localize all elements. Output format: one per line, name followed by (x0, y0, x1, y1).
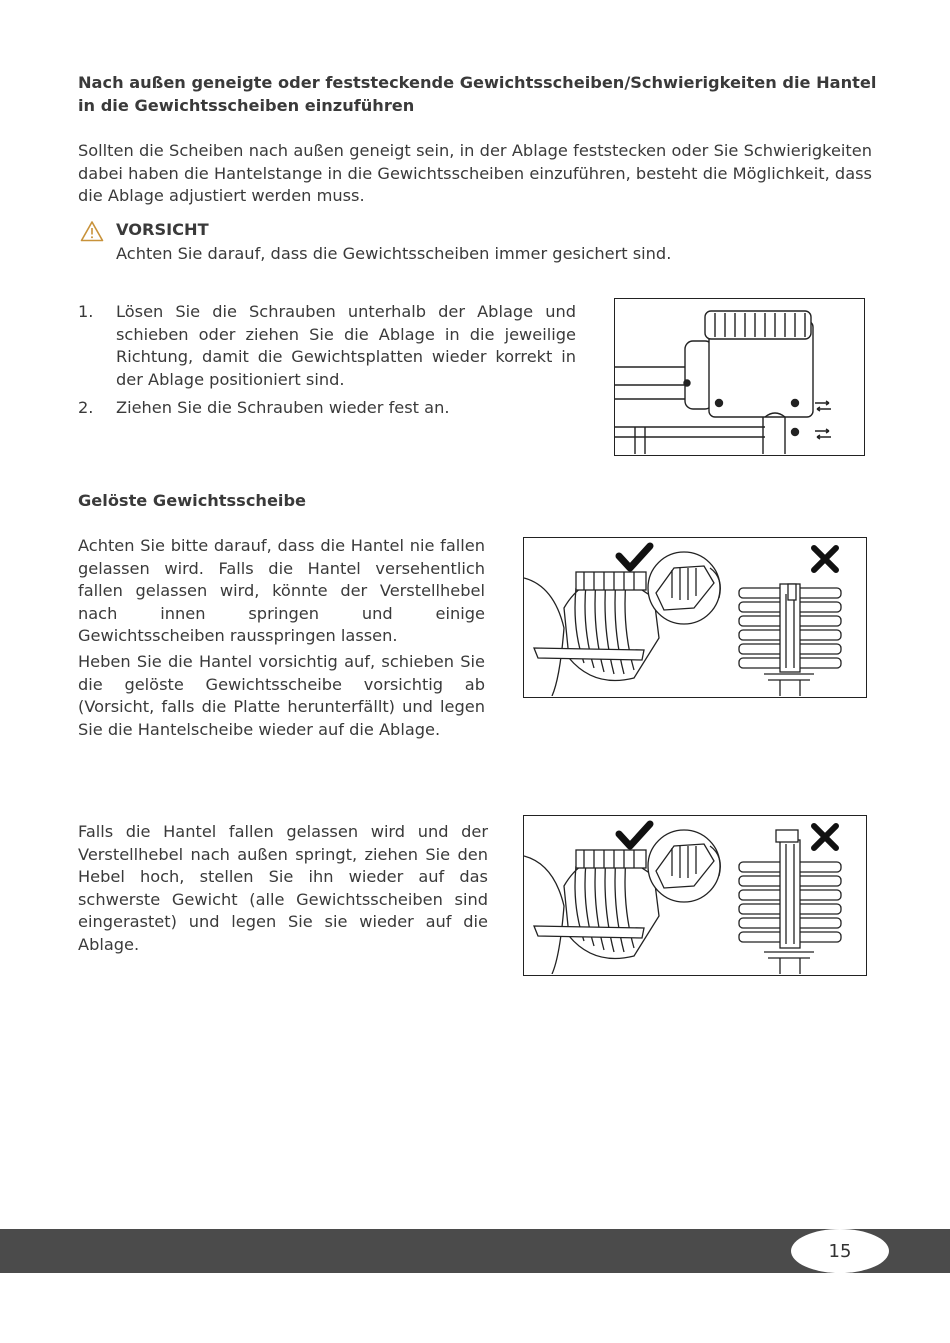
step-number: 1. (78, 302, 94, 321)
cross-mark-icon (814, 826, 836, 848)
warning-triangle-icon (80, 220, 104, 242)
check-mark-icon (619, 824, 650, 846)
list-item (78, 397, 576, 421)
loose-plate-paragraph-2: Heben Sie die Hantel vorsichtig auf, schieben Sie die gelöste Gewichtsscheibe vorsichtig ab (Vorsicht, falls die Platte herunterfällt) und legen Sie die Hantelscheibe wieder auf die Ablage. (78, 652, 485, 739)
intro-paragraph: Sollten die Scheiben nach außen geneigt sein, in der Ablage feststecken oder Sie Schwierigkeiten dabei haben die Hantelstange in die Gewichtsscheiben einzuführen, besteht die Möglichkeit, dass die Ablage adjustiert werden muss. (78, 141, 872, 205)
warning-text: Achten Sie darauf, dass die Gewichtsscheiben immer gesichert sind. (116, 244, 672, 263)
list-item (78, 301, 576, 393)
warning-title: VORSICHT (116, 220, 209, 239)
dropped-dumbbell-paragraph: Falls die Hantel fallen gelassen wird und der Verstellhebel nach außen springt, ziehen Sie den Hebel hoch, stellen Sie ihn wieder auf das schwerste Gewicht (alle Gewichtsscheiben sind eingerastet) und legen Sie sie wieder auf die Ablage. (78, 822, 488, 954)
lever-outward-illustration (523, 815, 867, 976)
step-text: Lösen Sie die Schrauben unterhalb der Ablage und schieben oder ziehen Sie die Ablage in die jeweilige Richtung, damit die Gewichtsplatten wieder korrekt in der Ablage positioniert sind. (116, 302, 576, 389)
loose-plate-paragraph-1: Achten Sie bitte darauf, dass die Hantel nie fallen gelassen wird. Falls die Hantel versehentlich fallen gelassen wird, könnte der Verstellhebel nach innen springen und einige Gewichtsscheiben rausspringen lassen. (78, 536, 485, 645)
section-heading-tilted-plates: Nach außen geneigte oder feststeckende Gewichtsscheiben/Schwierigkeiten die Hantel in die Gewichtsscheiben einzuführen (78, 73, 877, 115)
tray-adjustment-illustration (614, 298, 865, 456)
page-number: 15 (791, 1229, 889, 1273)
step-number: 2. (78, 398, 94, 417)
cross-mark-icon (814, 548, 836, 570)
step-text: Ziehen Sie die Schrauben wieder fest an. (116, 398, 450, 417)
check-mark-icon (619, 546, 650, 568)
lever-inward-illustration (523, 537, 867, 698)
section-heading-loose-plate: Gelöste Gewichtsscheibe (78, 491, 307, 510)
